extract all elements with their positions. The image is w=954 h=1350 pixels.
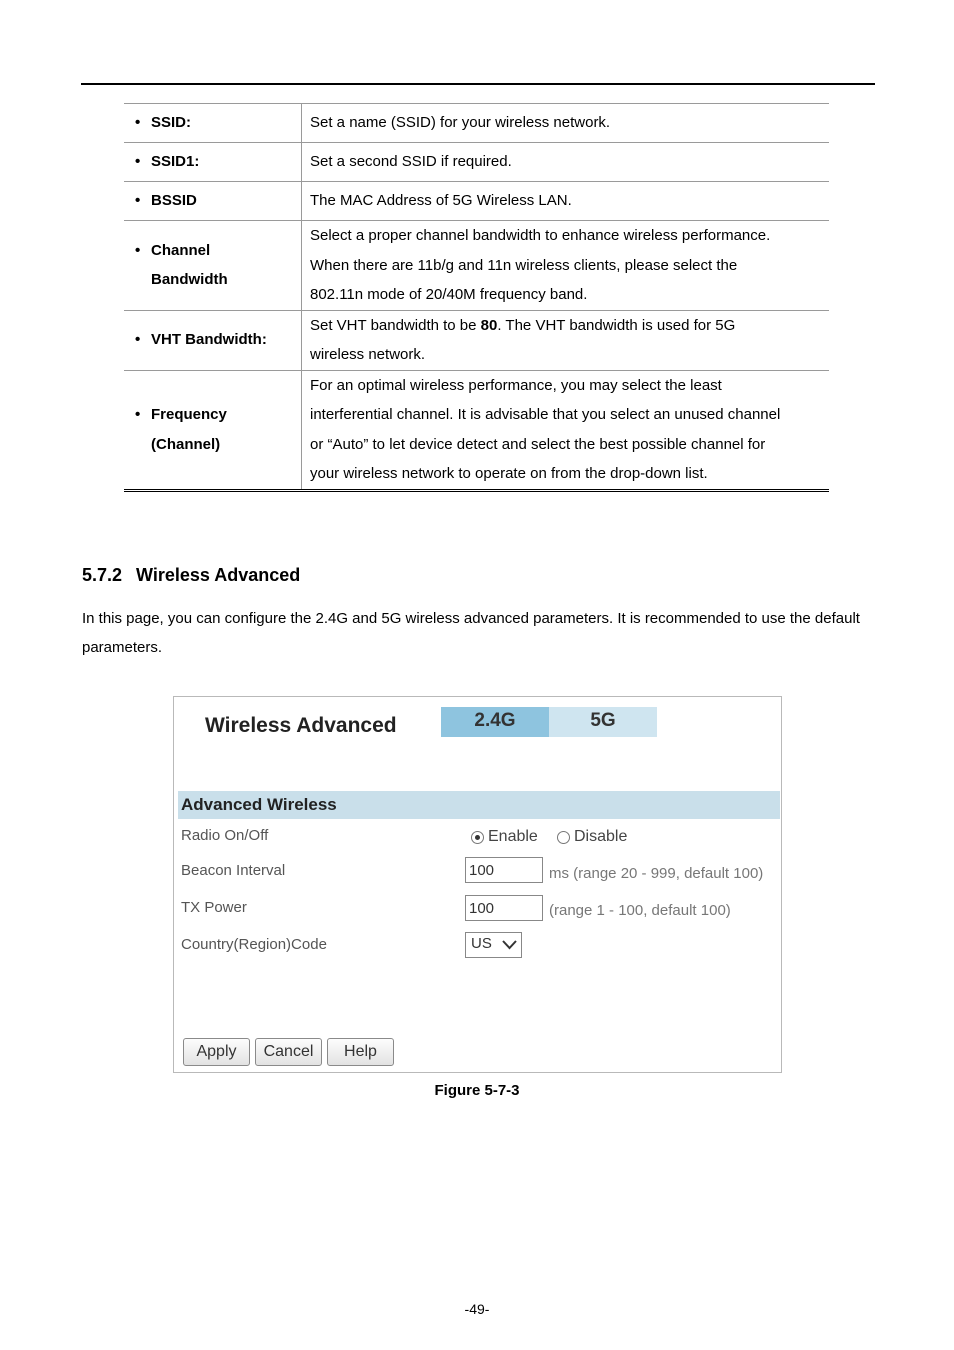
desc-line: When there are 11b/g and 11n wireless clients, please select the bbox=[310, 256, 738, 274]
wireless-advanced-screenshot bbox=[173, 696, 782, 1073]
section-number: 5.7.2 bbox=[82, 565, 123, 585]
param-name-cell bbox=[124, 182, 302, 221]
bullet-icon: • bbox=[135, 192, 141, 210]
desc-line: Select a proper channel bandwidth to enhance wireless performance. bbox=[310, 227, 771, 244]
radio-enable-label: Enable bbox=[488, 828, 538, 845]
param-name-cell bbox=[124, 221, 302, 311]
desc-line: interferential channel. It is advisable that you select an unused channel bbox=[310, 406, 781, 423]
figure-caption: Figure 5-7-3 bbox=[434, 1082, 520, 1099]
tx-power-hint: (range 1 - 100, default 100) bbox=[549, 902, 731, 919]
country-code-label: Country(Region)Code bbox=[181, 936, 327, 953]
bullet-icon: • bbox=[135, 406, 141, 423]
param-desc bbox=[302, 182, 830, 221]
tx-power-label: TX Power bbox=[181, 899, 247, 916]
apply-button[interactable]: Apply bbox=[183, 1038, 250, 1066]
beacon-interval-hint: ms (range 20 - 999, default 100) bbox=[549, 865, 764, 882]
radio-unchecked-icon[interactable] bbox=[557, 831, 570, 844]
param-desc bbox=[302, 104, 830, 143]
bullet-icon: • bbox=[135, 114, 141, 132]
parameter-table bbox=[124, 103, 829, 492]
param-desc bbox=[302, 221, 830, 311]
radio-checked-icon[interactable] bbox=[471, 831, 484, 844]
desc-text: . The VHT bandwidth is used for 5G bbox=[497, 316, 736, 334]
radio-enable[interactable] bbox=[471, 828, 538, 846]
param-name-cell bbox=[124, 104, 302, 143]
radio-disable-label: Disable bbox=[574, 828, 628, 845]
section-heading bbox=[82, 565, 300, 586]
table-row bbox=[124, 104, 829, 143]
tab-2-4g[interactable]: 2.4G bbox=[441, 707, 549, 737]
beacon-interval-input[interactable] bbox=[465, 857, 543, 883]
table-row bbox=[124, 221, 829, 311]
desc-line: Set a second SSID if required. bbox=[310, 153, 512, 171]
section-title: Wireless Advanced bbox=[136, 565, 301, 585]
table-row bbox=[124, 182, 829, 221]
cancel-button[interactable]: Cancel bbox=[255, 1038, 322, 1066]
param-name: Frequency (Channel) bbox=[151, 406, 227, 453]
radio-label: Radio On/Off bbox=[181, 827, 269, 844]
table-row bbox=[124, 310, 829, 370]
desc-line: Set a name (SSID) for your wireless network. bbox=[310, 114, 611, 132]
country-code-value: US bbox=[471, 935, 492, 952]
country-code-select[interactable] bbox=[465, 932, 522, 958]
page-number: -49- bbox=[464, 1301, 490, 1317]
desc-bold-value: 80 bbox=[480, 316, 498, 334]
param-name-cell bbox=[124, 143, 302, 182]
desc-line: The MAC Address of 5G Wireless LAN. bbox=[310, 192, 572, 210]
param-name: SSID1: bbox=[151, 153, 200, 171]
table-row bbox=[124, 143, 829, 182]
bullet-icon: • bbox=[135, 331, 141, 349]
param-name: SSID: bbox=[151, 114, 192, 132]
param-name: VHT Bandwidth: bbox=[151, 331, 267, 349]
panel-title: Wireless Advanced bbox=[205, 714, 397, 737]
param-name-cell bbox=[124, 310, 302, 370]
beacon-interval-label: Beacon Interval bbox=[181, 862, 286, 879]
chevron-down-icon bbox=[502, 935, 517, 953]
advanced-wireless-header bbox=[178, 791, 780, 819]
param-desc bbox=[302, 143, 830, 182]
section-intro: In this page, you can configure the 2.4G and 5G wireless advanced parameters. It is recommended to use the default parameters. bbox=[82, 610, 860, 656]
param-desc bbox=[302, 370, 830, 490]
param-name: BSSID bbox=[151, 192, 197, 210]
help-button[interactable]: Help bbox=[327, 1038, 394, 1066]
tx-power-input[interactable] bbox=[465, 895, 543, 921]
table-row bbox=[124, 370, 829, 490]
desc-line: wireless network. bbox=[310, 346, 426, 363]
desc-line: your wireless network to operate on from the drop-down list. bbox=[310, 465, 708, 482]
bullet-icon: • bbox=[135, 153, 141, 171]
tab-5g[interactable]: 5G bbox=[549, 707, 657, 737]
desc-line: 802.11n mode of 20/40M frequency band. bbox=[310, 286, 588, 303]
desc-text: Set VHT bandwidth to be bbox=[310, 316, 481, 334]
header-label: Advanced Wireless bbox=[181, 795, 337, 814]
header-rule bbox=[81, 83, 875, 85]
bullet-icon: • bbox=[135, 241, 141, 259]
param-name-cell bbox=[124, 370, 302, 490]
radio-disable[interactable] bbox=[557, 828, 627, 846]
param-desc bbox=[302, 310, 830, 370]
param-name: Channel Bandwidth bbox=[151, 241, 228, 289]
desc-line: For an optimal wireless performance, you may select the least bbox=[310, 376, 722, 394]
desc-line: or “Auto” to let device detect and select the best possible channel for bbox=[310, 435, 766, 453]
